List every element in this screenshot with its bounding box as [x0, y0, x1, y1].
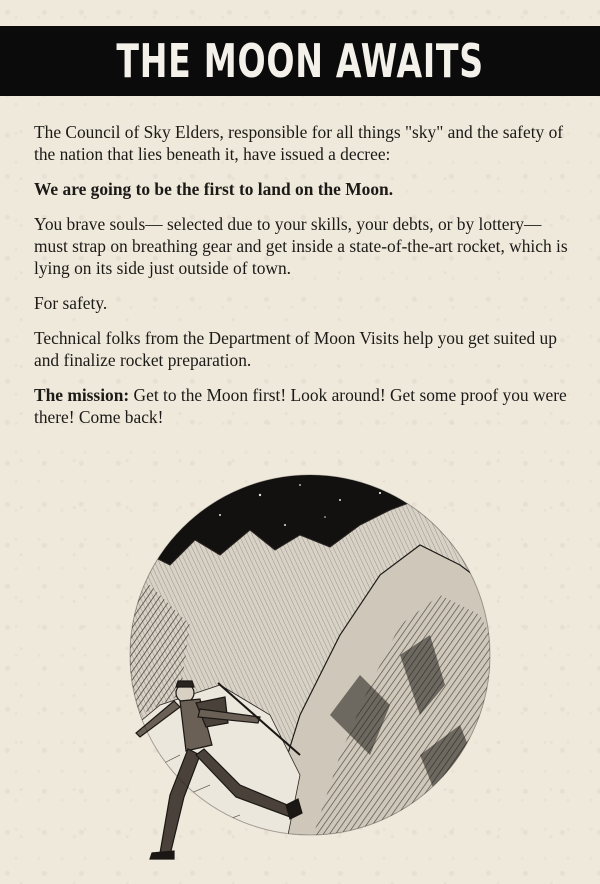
- decree-paragraph: We are going to be the first to land on the Moon.: [34, 179, 394, 199]
- mission-text: Get to the Moon first! Look around! Get some proof you were there! Come back!: [34, 385, 567, 427]
- body-text: [34, 121, 574, 441]
- mission-paragraph: [34, 384, 574, 428]
- title-banner: [0, 26, 600, 96]
- intro-paragraph: The Council of Sky Elders, responsible for all things "sky" and the safety of the nation that lies beneath it, have issued a decree:: [34, 122, 564, 164]
- brave-souls-paragraph: You brave souls— selected due to your skills, your debts, or by lottery— must strap on breathing gear and get inside a state-of-the-art rocket, which is lying on its side just outside of town.: [34, 214, 568, 278]
- technical-folks-paragraph: Technical folks from the Department of Moon Visits help you get suited up and finalize rocket preparation.: [34, 328, 557, 370]
- mission-label: The mission:: [34, 385, 130, 405]
- mountain-climber-illustration: [100, 455, 500, 875]
- page-title: THE MOON AWAITS: [116, 34, 484, 88]
- safety-paragraph: For safety.: [34, 293, 108, 313]
